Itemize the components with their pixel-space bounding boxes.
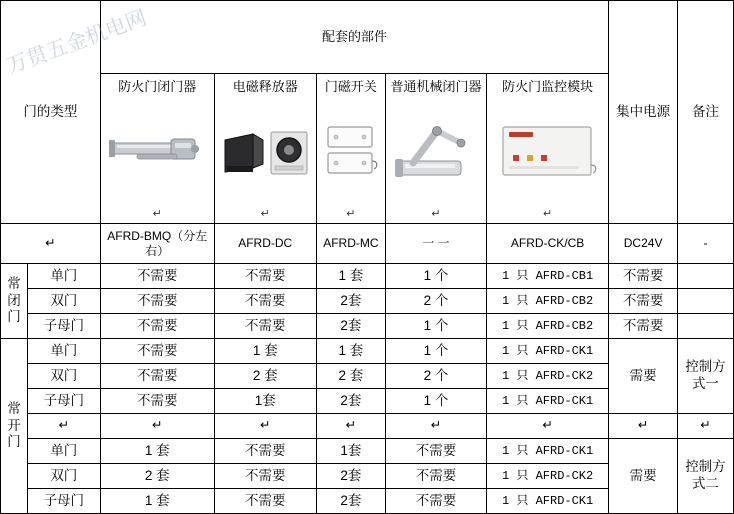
cell-monitor-module: 1 只 AFRD-CK2 xyxy=(486,464,609,489)
cell-door-closer: 不需要 xyxy=(100,264,214,289)
product-cell-mechanical-door-closer xyxy=(386,74,487,224)
cell-electromagnetic-release: 不需要 xyxy=(214,314,316,339)
cell-electromagnetic-release: 不需要 xyxy=(214,289,316,314)
door-magnetic-switch-icon xyxy=(319,95,384,208)
model-door-magnetic-switch: AFRD-MC xyxy=(316,224,386,264)
table-header-model-row xyxy=(1,224,734,264)
cell-door-closer: 2 套 xyxy=(100,464,214,489)
cell-door-magnetic-switch: 2套 xyxy=(316,464,386,489)
cell-electromagnetic-release: 不需要 xyxy=(214,439,316,464)
fire-door-monitor-module-icon xyxy=(489,95,607,208)
cell-monitor-module: 1 只 AFRD-CK1 xyxy=(486,489,609,514)
cell-remark: ↵ xyxy=(677,414,733,439)
header-door-type: 门的类型 xyxy=(1,1,101,224)
cell-mechanical-door-closer: 1 个 xyxy=(386,264,487,289)
cell-electromagnetic-release: 2 套 xyxy=(214,364,316,389)
cell-mechanical-door-closer: 1 个 xyxy=(386,339,487,364)
cell-door-closer: 不需要 xyxy=(100,289,214,314)
mechanical-door-closer-icon xyxy=(388,95,484,208)
model-remark: - xyxy=(677,224,733,264)
table-row xyxy=(1,339,734,364)
model-row-spacer: ↵ xyxy=(1,224,101,264)
table-header-group-row xyxy=(1,1,734,74)
cell-door-magnetic-switch: 1 套 xyxy=(316,264,386,289)
product-cell-monitor-module xyxy=(486,74,609,224)
cell-central-power: ↵ xyxy=(609,414,678,439)
cell-mechanical-door-closer: 不需要 xyxy=(386,489,487,514)
cell-electromagnetic-release: ↵ xyxy=(214,414,316,439)
group-label-normally-open: 常开门 xyxy=(1,339,28,514)
cell-door-magnetic-switch: 1 套 xyxy=(316,339,386,364)
cell-monitor-module: 1 只 AFRD-CK2 xyxy=(486,364,609,389)
product-name-door-closer: 防火门闭门器 xyxy=(118,79,197,94)
table-row xyxy=(1,314,734,339)
cell-monitor-module: ↵ xyxy=(486,414,609,439)
door-type: 双门 xyxy=(27,464,100,489)
product-name-electromagnetic-release: 电磁释放器 xyxy=(232,79,298,94)
cell-pilcrow: ↵ xyxy=(431,208,441,221)
cell-electromagnetic-release: 不需要 xyxy=(214,464,316,489)
model-door-closer: AFRD-BMQ（分左右） xyxy=(100,224,214,264)
model-monitor-module: AFRD-CK/CB xyxy=(486,224,609,264)
cell-electromagnetic-release: 不需要 xyxy=(214,489,316,514)
cell-door-magnetic-switch: ↵ xyxy=(316,414,386,439)
cell-pilcrow: ↵ xyxy=(346,208,356,221)
door-type: ↵ xyxy=(27,414,100,439)
cell-remark: 控制方式一 xyxy=(677,339,733,414)
cell-central-power: 需要 xyxy=(609,339,678,414)
model-mechanical-door-closer: 一 一 xyxy=(386,224,487,264)
cell-mechanical-door-closer: 2 个 xyxy=(386,364,487,389)
product-name-door-magnetic-switch: 门磁开关 xyxy=(324,79,377,94)
product-name-monitor-module: 防火门监控模块 xyxy=(502,79,594,94)
header-central-power: 集中电源 xyxy=(609,1,678,224)
cell-pilcrow: ↵ xyxy=(260,208,270,221)
header-group-parts: 配套的部件 xyxy=(100,1,609,74)
cell-mechanical-door-closer: ↵ xyxy=(386,414,487,439)
cell-mechanical-door-closer: 1 个 xyxy=(386,314,487,339)
cell-pilcrow: ↵ xyxy=(542,208,553,221)
cell-remark xyxy=(677,264,733,289)
door-type: 单门 xyxy=(27,264,100,289)
door-type: 子母门 xyxy=(27,489,100,514)
door-type: 双门 xyxy=(27,289,100,314)
cell-pilcrow: ↵ xyxy=(152,208,162,221)
cell-monitor-module: 1 只 AFRD-CK1 xyxy=(486,339,609,364)
cell-monitor-module: 1 只 AFRD-CB1 xyxy=(486,264,609,289)
group-label-normally-closed: 常闭门 xyxy=(1,264,28,339)
table-row xyxy=(1,289,734,314)
cell-door-magnetic-switch: 2套 xyxy=(316,489,386,514)
cell-door-closer: 不需要 xyxy=(100,339,214,364)
door-closer-icon xyxy=(103,95,212,208)
cell-door-magnetic-switch: 2 套 xyxy=(316,364,386,389)
cell-monitor-module: 1 只 AFRD-CB2 xyxy=(486,314,609,339)
watermark-text: 万贯五金机电网 xyxy=(3,5,150,79)
cell-mechanical-door-closer: 2 个 xyxy=(386,289,487,314)
cell-door-closer: 不需要 xyxy=(100,364,214,389)
table-row xyxy=(1,439,734,464)
table-row xyxy=(1,264,734,289)
cell-electromagnetic-release: 1 套 xyxy=(214,339,316,364)
electromagnetic-release-icon xyxy=(217,95,314,208)
cell-monitor-module: 1 只 AFRD-CK1 xyxy=(486,389,609,414)
product-name-mechanical-door-closer: 普通机械闭门器 xyxy=(390,79,482,94)
product-cell-electromagnetic-release xyxy=(214,74,316,224)
cell-electromagnetic-release: 1套 xyxy=(214,389,316,414)
cell-mechanical-door-closer: 不需要 xyxy=(386,439,487,464)
cell-door-closer: 不需要 xyxy=(100,389,214,414)
cell-central-power: 需要 xyxy=(609,439,678,514)
header-remark: 备注 xyxy=(677,1,733,224)
door-type: 单门 xyxy=(27,439,100,464)
model-electromagnetic-release: AFRD-DC xyxy=(214,224,316,264)
cell-door-magnetic-switch: 1套 xyxy=(316,439,386,464)
cell-central-power: 不需要 xyxy=(609,289,678,314)
door-type: 子母门 xyxy=(27,389,100,414)
cell-remark xyxy=(677,314,733,339)
cell-central-power: 不需要 xyxy=(609,264,678,289)
door-type: 子母门 xyxy=(27,314,100,339)
product-cell-door-closer xyxy=(100,74,214,224)
cell-door-closer: ↵ xyxy=(100,414,214,439)
door-type: 双门 xyxy=(27,364,100,389)
cell-electromagnetic-release: 不需要 xyxy=(214,264,316,289)
cell-door-closer: 1 套 xyxy=(100,439,214,464)
model-central-power: DC24V xyxy=(609,224,678,264)
cell-remark: 控制方式二 xyxy=(677,439,733,514)
cell-mechanical-door-closer: 不需要 xyxy=(386,464,487,489)
product-cell-door-magnetic-switch xyxy=(316,74,386,224)
cell-monitor-module: 1 只 AFRD-CK1 xyxy=(486,439,609,464)
cell-door-closer: 1 套 xyxy=(100,489,214,514)
cell-door-closer: 不需要 xyxy=(100,314,214,339)
table-row xyxy=(1,414,734,439)
cell-door-magnetic-switch: 2套 xyxy=(316,389,386,414)
cell-door-magnetic-switch: 2套 xyxy=(316,289,386,314)
cell-mechanical-door-closer: 1 个 xyxy=(386,389,487,414)
cell-remark xyxy=(677,289,733,314)
cell-central-power: 不需要 xyxy=(609,314,678,339)
cell-monitor-module: 1 只 AFRD-CB2 xyxy=(486,289,609,314)
door-type: 单门 xyxy=(27,339,100,364)
cell-door-magnetic-switch: 2套 xyxy=(316,314,386,339)
